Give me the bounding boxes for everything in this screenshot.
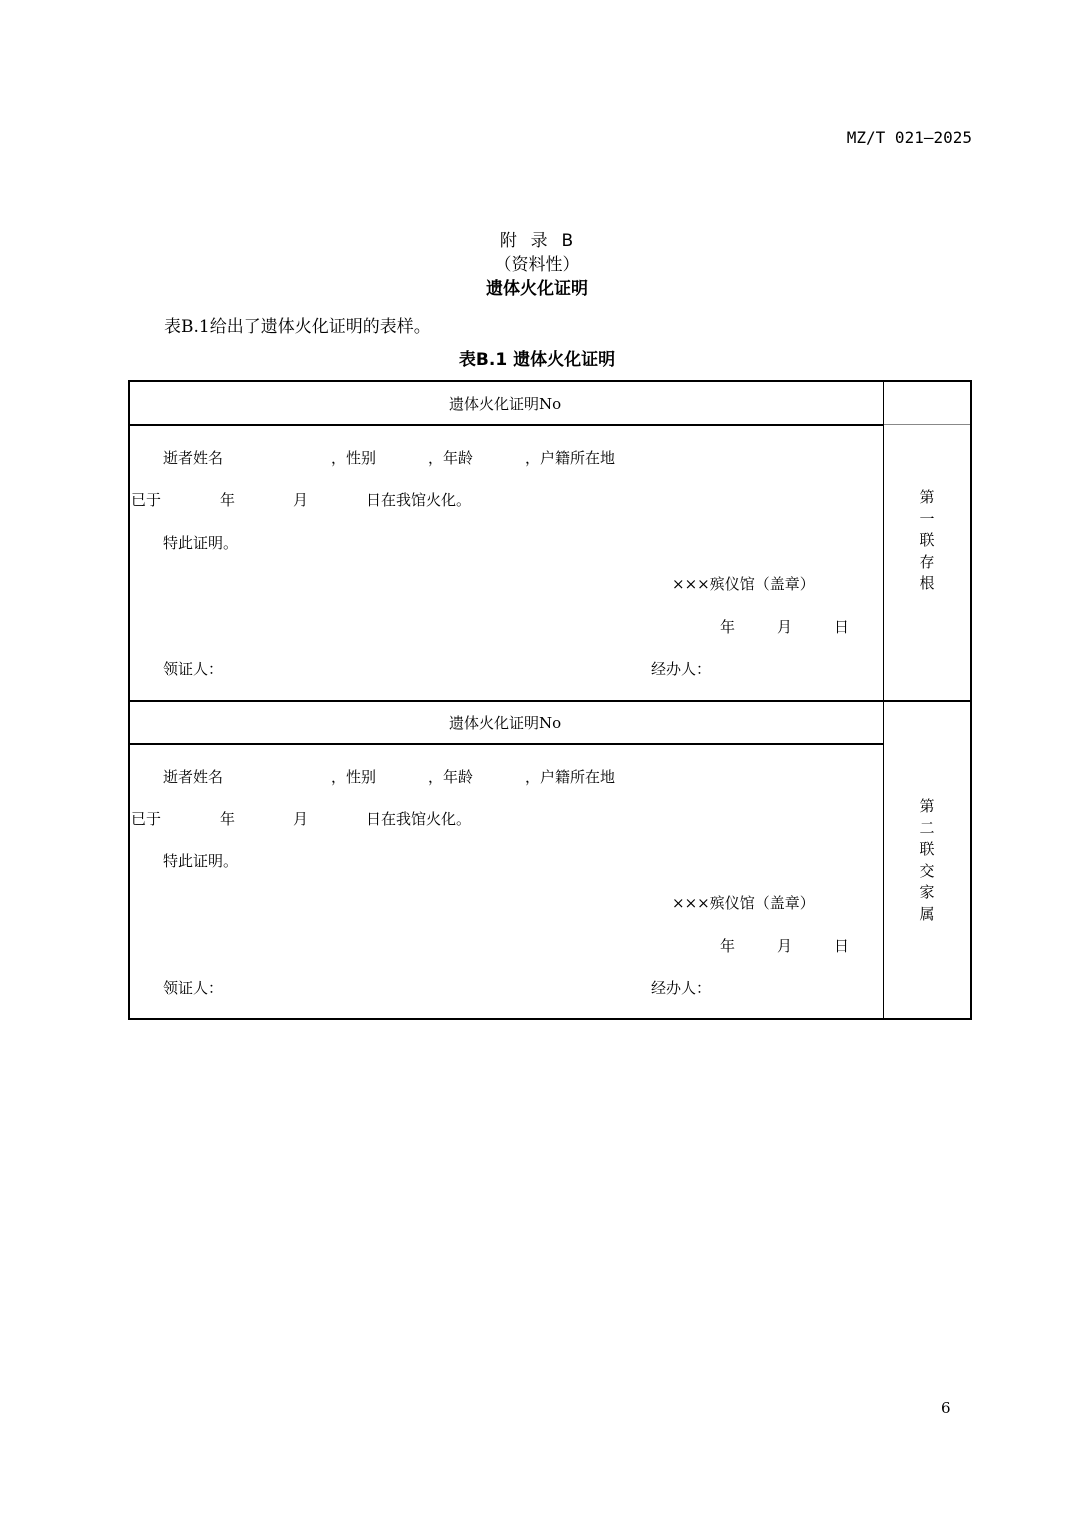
age-label: ，年龄 bbox=[428, 768, 474, 786]
cremated-text: 日在我馆火化。 bbox=[366, 810, 472, 828]
deceased-name-label: 逝者姓名 bbox=[163, 449, 224, 467]
already-label: 已于 bbox=[131, 491, 162, 509]
date-year: 年 bbox=[720, 937, 736, 955]
year-label: 年 bbox=[220, 491, 236, 509]
page-number: 6 bbox=[941, 1399, 951, 1417]
certificate-title: 遗体火化证明No bbox=[449, 714, 562, 732]
receiver-label: 领证人： bbox=[163, 979, 224, 997]
funeral-home-seal: ×××殡仪馆（盖章） bbox=[672, 575, 815, 593]
appendix-title: 遗体火化证明 bbox=[486, 279, 588, 299]
date-month: 月 bbox=[777, 937, 793, 955]
table-caption: 表B.1 遗体火化证明 bbox=[458, 350, 616, 370]
side-label-family: 第 二 联 交 家 属 bbox=[919, 797, 935, 923]
receiver-label: 领证人： bbox=[163, 660, 224, 678]
gender-label: ，性别 bbox=[331, 449, 377, 467]
date-day: 日 bbox=[834, 618, 850, 636]
domicile-label: ，户籍所在地 bbox=[525, 449, 616, 467]
date-month: 月 bbox=[777, 618, 793, 636]
funeral-home-seal: ×××殡仪馆（盖章） bbox=[672, 894, 815, 912]
gender-label: ，性别 bbox=[331, 768, 377, 786]
appendix-nature: （资料性） bbox=[494, 255, 580, 275]
title-row-divider-1 bbox=[130, 424, 883, 426]
certificate-title: 遗体火化证明No bbox=[449, 395, 562, 413]
already-label: 已于 bbox=[131, 810, 162, 828]
certify-text: 特此证明。 bbox=[163, 534, 239, 552]
title-row-divider-2 bbox=[130, 743, 883, 745]
appendix-label: 附 录 B bbox=[499, 231, 575, 251]
cremated-text: 日在我馆火化。 bbox=[366, 491, 472, 509]
document-code: MZ/T 021—2025 bbox=[846, 128, 972, 147]
handler-label: 经办人： bbox=[651, 979, 712, 997]
date-year: 年 bbox=[720, 618, 736, 636]
age-label: ，年龄 bbox=[428, 449, 474, 467]
certify-text: 特此证明。 bbox=[163, 852, 239, 870]
side-column-rule bbox=[884, 424, 970, 425]
side-label-stub: 第 一 联 存 根 bbox=[919, 488, 935, 592]
intro-paragraph: 表B.1给出了遗体火化证明的表样。 bbox=[164, 317, 431, 337]
month-label: 月 bbox=[293, 810, 309, 828]
section-divider bbox=[130, 700, 970, 702]
certificate-table bbox=[128, 380, 972, 1020]
month-label: 月 bbox=[293, 491, 309, 509]
deceased-name-label: 逝者姓名 bbox=[163, 768, 224, 786]
handler-label: 经办人： bbox=[651, 660, 712, 678]
date-day: 日 bbox=[834, 937, 850, 955]
year-label: 年 bbox=[220, 810, 236, 828]
domicile-label: ，户籍所在地 bbox=[525, 768, 616, 786]
